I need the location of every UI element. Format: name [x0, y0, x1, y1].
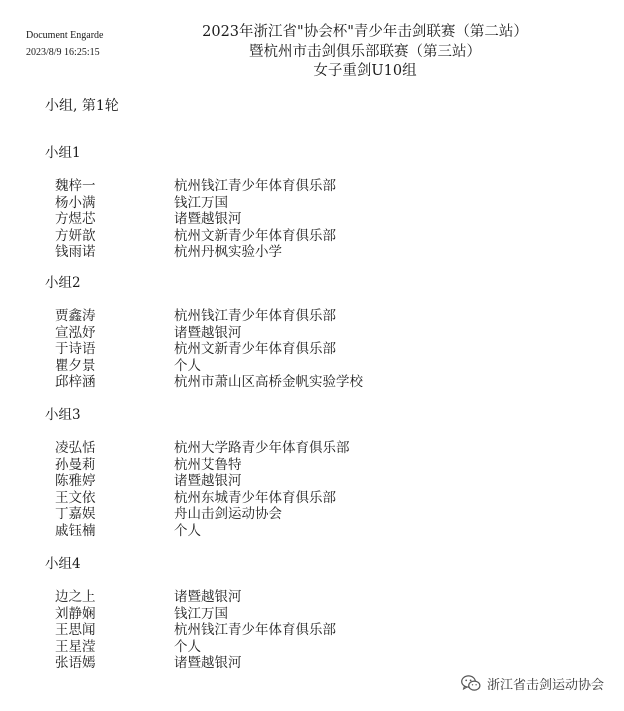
fencer-name: 于诗语: [55, 341, 96, 358]
fencer-name: 杨小满: [55, 194, 96, 211]
fencer-club: 诸暨越银河: [174, 589, 242, 605]
fencer-row: [55, 638, 201, 656]
watermark: [461, 674, 604, 693]
fencer-club: 个人: [174, 522, 201, 539]
fencer-name: 魏梓一: [55, 178, 96, 194]
pool-2: [45, 274, 363, 391]
fencer-club: 杭州钱江青少年体育俱乐部: [174, 178, 336, 194]
fencer-name: 丁嘉娱: [55, 506, 96, 523]
fencer-club: 诸暨越银河: [174, 473, 242, 490]
fencer-row: [55, 374, 363, 391]
fencer-row: [55, 489, 336, 507]
fencer-club: 杭州东城青少年体育俱乐部: [174, 489, 336, 506]
title-line-1: 2023年浙江省"协会杯"青少年击剑联赛（第二站）: [202, 24, 528, 40]
fencer-name: 方煜芯: [55, 211, 96, 228]
document-title: [165, 23, 565, 82]
fencer-row: [55, 440, 350, 457]
fencer-club: 诸暨越银河: [174, 211, 242, 228]
fencer-row: [55, 605, 228, 623]
pool-title: 小组4: [45, 556, 81, 572]
fencer-name: 孙曼莉: [55, 456, 96, 473]
fencer-row: [55, 227, 336, 245]
fencer-name: 凌弘恬: [55, 440, 96, 456]
fencer-name: 宣泓妤: [55, 324, 96, 341]
fencer-club: 个人: [174, 357, 201, 374]
fencer-club: 舟山击剑运动协会: [174, 506, 282, 523]
fencer-name: 王思闻: [55, 622, 96, 639]
fencer-row: [55, 178, 336, 195]
fencer-row: [55, 589, 242, 606]
software-name: Document Engarde: [26, 30, 104, 41]
fencer-name: 钱雨诺: [55, 244, 96, 261]
pool-title: 小组2: [45, 275, 81, 291]
fencer-club: 杭州艾鲁特: [174, 456, 242, 473]
title-line-3: 女子重剑U10组: [313, 63, 417, 79]
fencer-club: 杭州大学路青少年体育俱乐部: [174, 440, 350, 456]
fencer-club: 杭州市萧山区高桥金帆实验学校: [174, 374, 363, 391]
wechat-icon: [461, 675, 481, 692]
pool-1: [45, 144, 336, 261]
fencer-row: [55, 655, 242, 672]
fencer-club: 杭州文新青少年体育俱乐部: [174, 227, 336, 244]
fencer-club: 钱江万国: [174, 194, 228, 211]
fencer-club: 个人: [174, 638, 201, 655]
fencer-club: 诸暨越银河: [174, 655, 242, 672]
fencer-name: 方妍歆: [55, 227, 96, 244]
fencer-club: 杭州钱江青少年体育俱乐部: [174, 622, 336, 639]
fencer-name: 贾鑫涛: [55, 308, 96, 324]
pool-3: [45, 406, 350, 540]
print-datetime: 2023/8/9 16:25:15: [26, 47, 100, 58]
fencer-row: [55, 194, 228, 212]
fencer-row: [55, 622, 336, 639]
fencer-name: 邱梓涵: [55, 374, 96, 391]
fencer-club: 诸暨越银河: [174, 324, 242, 341]
fencer-row: [55, 324, 242, 342]
pool-title: 小组3: [45, 407, 81, 423]
fencer-name: 瞿夕景: [55, 357, 96, 374]
watermark-text: 浙江省击剑运动协会: [486, 678, 604, 693]
fencer-club: 钱江万国: [174, 605, 228, 622]
fencer-row: [55, 506, 282, 523]
fencer-row: [55, 244, 282, 261]
fencer-name: 陈雅婷: [55, 473, 96, 490]
fencer-name: 戚钰楠: [55, 522, 96, 539]
fencer-row: [55, 211, 242, 228]
pool-4: [45, 555, 336, 672]
pool-title: 小组1: [45, 145, 81, 161]
round-title: 小组, 第1轮: [45, 98, 119, 114]
fencer-club: 杭州钱江青少年体育俱乐部: [174, 308, 336, 324]
fencer-row: [55, 308, 336, 325]
fencer-club: 杭州丹枫实验小学: [174, 244, 282, 261]
fencer-name: 王星滢: [55, 638, 96, 655]
title-line-2: 暨杭州市击剑俱乐部联赛（第三站）: [249, 43, 481, 60]
fencer-row: [55, 357, 201, 375]
fencer-row: [55, 522, 201, 540]
fencer-row: [55, 473, 242, 490]
document-meta: [26, 27, 103, 61]
fencer-row: [55, 341, 336, 358]
fencer-name: 张语嫣: [55, 655, 96, 672]
fencer-club: 杭州文新青少年体育俱乐部: [174, 341, 336, 358]
fencer-name: 刘静娴: [55, 605, 96, 622]
fencer-name: 边之上: [55, 589, 96, 605]
fencer-row: [55, 456, 242, 474]
fencer-name: 王文依: [55, 489, 96, 506]
